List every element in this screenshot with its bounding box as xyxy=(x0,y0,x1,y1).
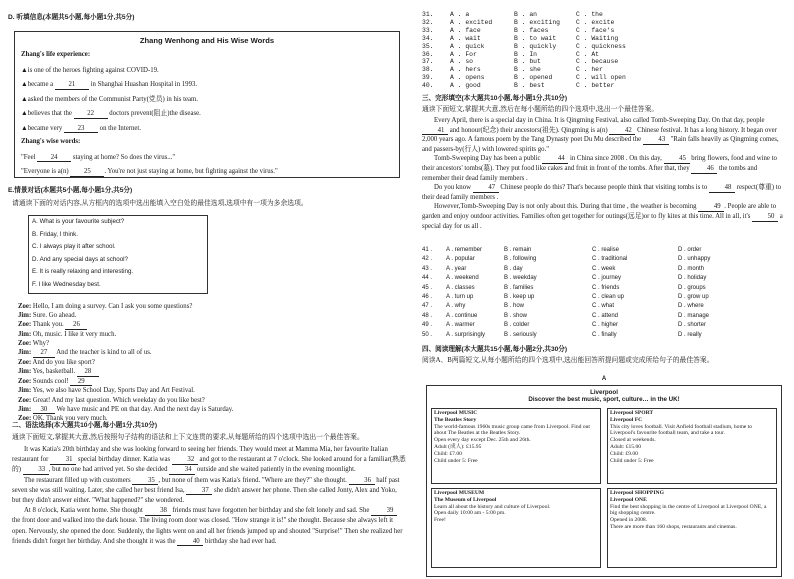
option-num: 48 . xyxy=(422,312,433,319)
words-list xyxy=(21,151,393,180)
answer-blank: 24 xyxy=(37,154,71,163)
ad-cell xyxy=(431,488,601,568)
ad-cell-line: Child under 5: Free xyxy=(434,457,478,464)
passage-text: she didn't answer her phone. Then she called Jonty, Alex and Yoko, but they didn't answer either. "What happened?" she wondered. xyxy=(12,486,397,505)
dialogue-text: Oh, music. I like it very much. xyxy=(31,331,117,338)
option-num: 37. xyxy=(422,58,434,66)
dialogue-line xyxy=(18,330,406,339)
option-num: 40. xyxy=(422,82,434,90)
option-a: A . surprisingly xyxy=(446,331,486,338)
option-row xyxy=(422,51,722,59)
passage-text: special birthday dinner. Katia was xyxy=(76,456,172,464)
answer-blank: 29 xyxy=(70,378,92,387)
option-c: C . friends xyxy=(592,284,620,291)
dialogue-line xyxy=(18,339,406,348)
option-num: 47 . xyxy=(422,303,433,310)
answer-blank: 42 xyxy=(609,127,635,136)
option-d: D . where xyxy=(678,303,704,310)
option-item: E. It is really relaxing and interesting. xyxy=(32,268,134,276)
ad-cell-line: Find the best shopping in the centre of Liverpool at Liverpool ONE, a big shopping centre. xyxy=(610,503,767,517)
option-row xyxy=(422,19,722,27)
answer-blank: 40 xyxy=(177,538,203,547)
option-row xyxy=(422,274,786,283)
passage-text: . People are able to garden and enjoy outdoor activities. Families often get together for outings(远足)or to fly kites at this time. All in all, it's xyxy=(422,203,777,220)
option-a: A . For xyxy=(450,50,477,58)
answer-blank: 36 xyxy=(349,477,375,486)
option-c: C . finally xyxy=(592,331,617,338)
option-num: 34. xyxy=(422,34,434,42)
life-item-text: ▲became a xyxy=(21,81,55,89)
speaker-name: Zoe: xyxy=(18,377,32,385)
passage-text: However,Tomb-Sweeping Day is not only about this. During that time , the weather is becoming xyxy=(434,203,699,211)
option-d: D . order xyxy=(678,247,702,253)
cloze-paragraph-2 xyxy=(422,154,786,183)
speaker-name: Jim: xyxy=(18,405,32,413)
ad-cell-line: Adult: £15.00 xyxy=(610,443,642,450)
option-b: B . keep up xyxy=(504,294,535,301)
passage-text: bring flowers, food and wine to their ancestors' tombs(墓). They put food like cakes and fruit in front of the tombs. After that, they xyxy=(422,155,777,172)
ad-cell-title: Liverpool MUSEUM xyxy=(434,490,485,496)
option-row xyxy=(422,302,786,311)
ad-cell-title: Liverpool SHOPPING xyxy=(610,490,664,496)
life-list xyxy=(21,64,393,137)
dialogue-text: We have music and PE on that day. And the next day is Saturday. xyxy=(54,405,234,413)
option-b: B . how xyxy=(504,303,525,310)
option-row xyxy=(422,35,722,43)
option-a: A . popular xyxy=(446,256,475,263)
option-c: C . realise xyxy=(592,247,620,253)
life-item xyxy=(21,93,393,108)
option-a: A . so xyxy=(450,58,474,66)
option-num: 45 . xyxy=(422,284,433,291)
life-item-text: ▲is one of the heroes fighting against COVID-19. xyxy=(21,66,159,74)
dialogue-text: Why? xyxy=(31,340,50,348)
option-a: A . classes xyxy=(446,284,475,291)
passage-text: and got to the restaurant at 7 o'clock. She looked around for a familiar(熟悉的) xyxy=(12,456,406,474)
dialogue-text: And the teacher is kind to all of us. xyxy=(54,349,152,357)
answer-blank: 23 xyxy=(64,125,98,134)
life-item-text: on the Internet. xyxy=(97,124,142,132)
option-b: B . following xyxy=(504,256,537,263)
option-a: A . a xyxy=(450,11,470,18)
option-row xyxy=(422,58,722,66)
option-c: C . journey xyxy=(592,275,622,282)
option-b: B . quickly xyxy=(514,42,557,50)
ad-cell-line: Open every day except Dec. 25th and 26th. xyxy=(434,437,531,444)
cloze-passage xyxy=(422,116,786,231)
option-row xyxy=(422,255,786,264)
ad-cell-line: Free! xyxy=(434,517,446,524)
option-a: A . quick xyxy=(450,42,485,50)
info-box xyxy=(14,31,400,178)
option-b: B . show xyxy=(504,312,528,319)
passage-text: birthday she had ever had. xyxy=(203,537,277,545)
wise-word xyxy=(21,165,393,180)
passage-text: the tombs and remember their dead family members . xyxy=(422,164,758,182)
ad-cell-line: Child: £7.00 xyxy=(434,450,462,457)
passage-text: It was Katia's 20th birthday and she was looking forward to seeing her friends. They would meet at Mamma Mia, her favourite Italian restaurant for xyxy=(12,446,388,464)
option-a: A . warmer xyxy=(446,322,475,329)
dialogue-line xyxy=(18,311,406,320)
answer-blank: 26 xyxy=(65,321,87,330)
answer-blank: 33 xyxy=(23,466,49,475)
dialogue xyxy=(18,302,406,424)
dialogue-line xyxy=(18,348,406,358)
option-row xyxy=(422,312,786,321)
answer-blank: 44 xyxy=(542,155,568,164)
passage-text: Do you know xyxy=(434,184,473,192)
option-num: 42 . xyxy=(422,256,433,263)
option-row xyxy=(422,74,722,82)
option-b: B . best xyxy=(514,82,545,90)
dialogue-line xyxy=(18,358,406,367)
story-passage xyxy=(12,445,406,547)
life-item xyxy=(21,78,393,93)
grammar-options xyxy=(422,11,722,90)
option-c: C . her xyxy=(576,66,603,74)
passage-text: respect(尊重) to their dead family members . xyxy=(422,184,782,201)
ad-cell-subtitle: Liverpool ONE xyxy=(610,496,647,503)
wise-word-text: . You're not just staying at home, but fighting against the virus." xyxy=(104,168,278,176)
option-d: D . manage xyxy=(678,312,710,319)
dialogue-text: Thank you. xyxy=(31,321,66,329)
option-b: B . seriously xyxy=(504,331,537,338)
answer-blank: 25 xyxy=(70,168,104,177)
option-num: 35. xyxy=(422,42,434,50)
section-four-heading: 四、阅读理解(本大题共15小题,每小题2分,共30分) xyxy=(422,346,568,353)
answer-blank: 34 xyxy=(169,466,195,475)
life-item-text: ▲believes that the xyxy=(21,110,74,118)
option-item: B. Friday, I think. xyxy=(32,230,78,238)
answer-blank: 32 xyxy=(172,456,198,465)
speaker-name: Zoe: xyxy=(18,321,32,329)
info-box-title: Zhang Wenhong and His Wise Words xyxy=(139,36,275,45)
option-a: A . face xyxy=(450,26,481,34)
dialogue-line xyxy=(18,367,406,377)
option-c: C . week xyxy=(592,265,616,272)
option-a: A . remember xyxy=(446,247,483,253)
ad-cell-line: Learn all about the history and culture of Liverpool. xyxy=(434,503,551,510)
passage-text: and honour(纪念) their ancestors(祖先). Qingming is a(n) xyxy=(448,126,610,134)
option-b: B . she xyxy=(514,66,541,74)
option-c: C . the xyxy=(576,11,603,18)
life-item xyxy=(21,64,393,79)
option-b: B . faces xyxy=(514,26,549,34)
option-c: C . face's xyxy=(576,26,615,34)
option-num: 38. xyxy=(422,66,434,74)
option-c: C . because xyxy=(576,58,619,66)
option-item: C. I always play it after school. xyxy=(32,243,116,251)
ad-grid xyxy=(431,408,777,568)
option-c: C . excite xyxy=(576,18,615,26)
wise-word-text: "Feel xyxy=(21,153,38,161)
section-two-instruction: 通读下面短文,掌握其大意,然后按照句子结构的语法和上下文连贯的要求,从每题所给的四个选项中选出一个最佳答案。 xyxy=(12,434,364,441)
option-c: C . At xyxy=(576,50,600,58)
ad-cell xyxy=(607,488,777,568)
option-a: A . hers xyxy=(450,66,481,74)
ad-cell-subtitle: Liverpool FC xyxy=(610,416,643,423)
option-b: B . day xyxy=(504,265,523,272)
option-row xyxy=(422,331,786,340)
option-d: D . groups xyxy=(678,284,706,291)
section-three-instruction: 通读下面短文,掌握其大意,然后在每小题所给的四个选项中,选出一个最佳答案。 xyxy=(422,106,659,113)
answer-blank: 46 xyxy=(691,165,717,174)
answer-blank: 27 xyxy=(33,349,55,358)
answer-blank: 43 xyxy=(643,136,669,145)
life-label: Zhang's life experience: xyxy=(21,51,91,58)
option-b: B . remain xyxy=(504,247,532,253)
cloze-paragraph-4 xyxy=(422,202,786,231)
cloze-paragraph-3 xyxy=(422,183,786,202)
option-row xyxy=(422,82,722,90)
option-a: A . why xyxy=(446,303,466,310)
ad-cell-line: There are more than 160 shops, restaurants and cinemas. xyxy=(610,523,737,530)
option-a: A . opens xyxy=(450,74,485,82)
passage-label: A xyxy=(601,376,607,382)
speaker-name: Jim: xyxy=(18,349,32,357)
option-c: C . higher xyxy=(592,322,619,329)
dialogue-text: OK. Thank you very much. xyxy=(31,415,108,423)
option-c: C . quickness xyxy=(576,42,626,50)
speaker-name: Zoe: xyxy=(18,340,32,348)
passage-text: a special day for us all . xyxy=(422,212,783,230)
option-row xyxy=(422,246,786,255)
speaker-name: Jim: xyxy=(18,387,32,395)
left-column xyxy=(8,0,408,579)
option-num: 50 . xyxy=(422,331,433,338)
ad-subtitle: Discover the best music, sport, culture… in the UK! xyxy=(528,396,680,403)
ad-cell-line: The world-famous 1960s music group came from Liverpool. Find out about The Beatles at the Beatles Story. xyxy=(434,423,590,437)
answer-blank: 28 xyxy=(77,368,99,377)
answer-blank: 45 xyxy=(664,155,690,164)
ad-cell-title: Liverpool MUSIC xyxy=(434,410,478,416)
option-item: A. What is your favourite subject? xyxy=(32,218,125,225)
passage-text: Every April, there is a special day in China. It is Qingming Festival, also called Tomb-Sweeping Day. On that day, people xyxy=(434,117,765,124)
option-d: D . shorter xyxy=(678,322,707,329)
answer-blank: 50 xyxy=(752,213,778,222)
dialogue-text: Yes, we also have School Day, Sports Day and Art Festival. xyxy=(31,387,195,395)
life-item xyxy=(21,122,393,137)
ad-cell-title: Liverpool SPORT xyxy=(610,410,654,416)
option-b: B . an xyxy=(514,11,538,18)
right-column xyxy=(420,0,788,579)
option-a: A . good xyxy=(450,82,481,90)
option-c: C . what xyxy=(592,303,615,310)
option-b: B . families xyxy=(504,284,534,291)
option-b: B . exciting xyxy=(514,18,561,26)
ad-cell-line: Child under 5: Free xyxy=(610,457,654,464)
speaker-name: Zoe: xyxy=(18,303,32,310)
story-paragraph-3 xyxy=(12,506,406,547)
ad-cell-subtitle: The Museum of Liverpool xyxy=(434,496,497,503)
option-row xyxy=(422,265,786,274)
ad-cell-line: Adult (成人): £15.95 xyxy=(434,443,482,450)
option-a: A . weekend xyxy=(446,275,479,282)
ad-cell-line: Closed at weekends. xyxy=(610,437,656,444)
dialogue-text: Great! And my last question. Which weekday do you like best? xyxy=(31,396,205,404)
option-c: C . attend xyxy=(592,312,619,319)
answer-blank: 39 xyxy=(371,507,397,516)
option-d: D . grow up xyxy=(678,294,709,301)
option-row xyxy=(422,43,722,51)
passage-text: Chinese people do this? That's because people think that visiting tombs is to xyxy=(498,184,709,192)
option-num: 49 . xyxy=(422,322,433,329)
passage-text: Tomb-Sweeping Day has been a public xyxy=(434,155,543,163)
option-a: A . continue xyxy=(446,312,478,319)
life-item-text: ▲became very xyxy=(21,124,64,132)
cloze-options xyxy=(422,246,786,340)
option-row xyxy=(422,321,786,330)
life-item-text: doctors prevent(阻止)the disease. xyxy=(107,110,201,118)
option-c: C . Waiting xyxy=(576,34,619,42)
option-row xyxy=(422,66,722,74)
ad-cell-line: Open daily 10:00 am - 5:00 pm. xyxy=(434,510,506,517)
answer-blank: 35 xyxy=(132,477,158,486)
dialogue-text: Sounds cool! xyxy=(31,377,71,385)
speaker-name: Jim: xyxy=(18,331,32,338)
dialogue-text: And do you like sport? xyxy=(31,359,95,366)
answer-blank: 31 xyxy=(50,456,76,465)
answer-blank: 41 xyxy=(422,127,448,136)
dialogue-line xyxy=(18,405,406,415)
passage-text: outside and she waited patiently in the evening moonlight. xyxy=(195,466,356,474)
story-paragraph-2 xyxy=(12,476,406,507)
life-item-text: in Shanghai Huashan Hospital in 1993. xyxy=(88,81,198,89)
ad-cell-line: This city loves football. Visit Anfield football stadium, home to Liverpool's favourite football team, and take a tour. xyxy=(610,423,753,437)
option-row xyxy=(422,27,722,35)
passage-text: At 8 o'clock, Katia went home. She thought xyxy=(24,507,145,515)
ad-title: Liverpool xyxy=(590,389,618,396)
option-num: 33. xyxy=(422,26,434,34)
option-c: C . will open xyxy=(576,74,626,82)
option-row xyxy=(422,284,786,293)
option-b: B . colder xyxy=(504,322,530,329)
dialogue-text: Sure. Go ahead. xyxy=(31,312,77,320)
option-b: B . opened xyxy=(514,74,553,82)
passage-text: half past seven she was still waiting. Later, she called her best friend Isa, xyxy=(12,476,400,494)
option-num: 36. xyxy=(422,50,434,58)
speaker-name: Zoe: xyxy=(18,396,32,404)
passage-text: The restaurant filled up with customers xyxy=(24,476,133,484)
ad-cell xyxy=(431,408,601,484)
answer-blank: 37 xyxy=(186,487,212,496)
option-item: D. And any special days at school? xyxy=(32,255,128,263)
option-d: D . really xyxy=(678,331,702,338)
passage-text: in China since 2008 . On this day, xyxy=(568,155,664,163)
passage-text: , but no one had arrived yet. So she decided xyxy=(48,466,170,474)
passage-text: , but none of them was Katia's friend. "Where are they?" she thought. xyxy=(158,476,349,484)
option-num: 31. xyxy=(422,11,434,18)
option-a: A . turn up xyxy=(446,294,474,301)
dialogue-line xyxy=(18,386,406,395)
option-c: C . clean up xyxy=(592,294,625,301)
dialogue-text: Yes, basketball. xyxy=(31,368,77,376)
speaker-name: Zoe: xyxy=(18,415,32,423)
option-b: B . In xyxy=(514,50,538,58)
option-b: B . but xyxy=(514,58,541,66)
speaker-name: Jim: xyxy=(18,312,32,320)
ad-cell-line: Child: £9.00 xyxy=(610,450,638,457)
answer-blank: 47 xyxy=(473,184,499,193)
ad-cell-subtitle: The Beatles Story xyxy=(434,416,477,423)
answer-blank: 49 xyxy=(698,203,724,212)
section-three-heading: 三、完形填空(本大题共10小题,每小题1分,共10分) xyxy=(422,95,568,102)
option-num: 46 . xyxy=(422,294,433,301)
life-item-text: ▲asked the members of the Communist Party(党员) in his team. xyxy=(21,95,198,103)
answer-blank: 21 xyxy=(55,81,89,90)
speaker-name: Zoe: xyxy=(18,359,32,366)
option-c: C . traditional xyxy=(592,256,628,263)
option-d: D . month xyxy=(678,265,705,272)
option-row xyxy=(422,293,786,302)
option-row xyxy=(422,11,722,19)
option-c: C . better xyxy=(576,82,615,90)
options-box xyxy=(28,215,208,294)
option-a: A . excited xyxy=(450,18,493,26)
words-label: Zhang's wise words: xyxy=(21,138,81,146)
option-d: D . holiday xyxy=(678,275,707,282)
options-list xyxy=(29,216,207,292)
section-two-heading: 二、语法选择(本大题共10小题,每小题1分,共10分) xyxy=(12,422,158,429)
speaker-name: Jim: xyxy=(18,368,32,376)
story-paragraph-1 xyxy=(12,445,406,476)
option-num: 41 . xyxy=(422,247,433,253)
section-d-heading: D. 听填信息(本题共5小题,每小题1分,共5分) xyxy=(8,14,135,21)
dialogue-line xyxy=(18,302,406,311)
passage-text: Chinese festival. It has a long history. It began over 2,000 years ago. A famous poem by the Tang Dynasty poet Du Mu described the xyxy=(422,126,777,144)
section-e-heading: E.情景对话(本题共5小题,每小题1分,共5分) xyxy=(8,187,133,194)
liverpool-ad xyxy=(426,385,782,577)
answer-blank: 22 xyxy=(74,110,108,119)
dialogue-line xyxy=(18,377,406,387)
option-d: D . unhappy xyxy=(678,256,711,263)
wise-word-text: staying at home? So does the virus..." xyxy=(71,153,176,161)
wise-word-text: "Everyone is a(n) xyxy=(21,168,71,176)
answer-blank: 30 xyxy=(33,406,55,415)
option-num: 44 . xyxy=(422,275,433,282)
ad-cell-line: Opened in 2008. xyxy=(610,517,648,524)
ad-cell xyxy=(607,408,777,484)
dialogue-line xyxy=(18,396,406,405)
wise-word xyxy=(21,151,393,166)
answer-blank: 48 xyxy=(709,184,735,193)
life-item xyxy=(21,107,393,122)
passage-text: the front door and walked into the dark house. The living room door was closed. "How strange it is!" she thought. Because she always left it open. Nervously, she opened the door. Suddenly, the lights went on and all her friends jumped up and shouted "Surprise!" Then she realized her friends didn't forget her birthday. And she thought it was the xyxy=(12,517,403,545)
passage-text: "Rain falls heavily as Qingming comes, and passers-by(行人) with lowered spirits go." xyxy=(422,136,779,153)
cloze-paragraph-1 xyxy=(422,116,786,154)
section-four-instruction: 阅读A、B两篇短文,从每小题所给的四个选项中,选出能回答所提问题或完成所给句子的最佳答案。 xyxy=(422,357,714,364)
dialogue-text: Hello, I am doing a survey. Can I ask you some questions? xyxy=(31,303,193,310)
option-item: F. I like Wednesday best. xyxy=(32,280,101,288)
passage-text: friends must have forgotten her birthday and she felt lonely and sad. She xyxy=(170,507,372,515)
section-e-instruction: 请通读下面的对话内容,从方框内的选项中选出能填入空白处的最佳选项,选项中有一项为多余选项。 xyxy=(12,200,308,207)
option-num: 39. xyxy=(422,74,434,82)
option-a: A . year xyxy=(446,265,467,272)
option-b: B . weekday xyxy=(504,275,537,282)
dialogue-line xyxy=(18,320,406,330)
option-a: A . wait xyxy=(450,34,481,42)
option-b: B . to wait xyxy=(514,34,557,42)
option-num: 43 . xyxy=(422,265,433,272)
answer-blank: 38 xyxy=(145,507,171,516)
option-num: 32. xyxy=(422,18,434,26)
